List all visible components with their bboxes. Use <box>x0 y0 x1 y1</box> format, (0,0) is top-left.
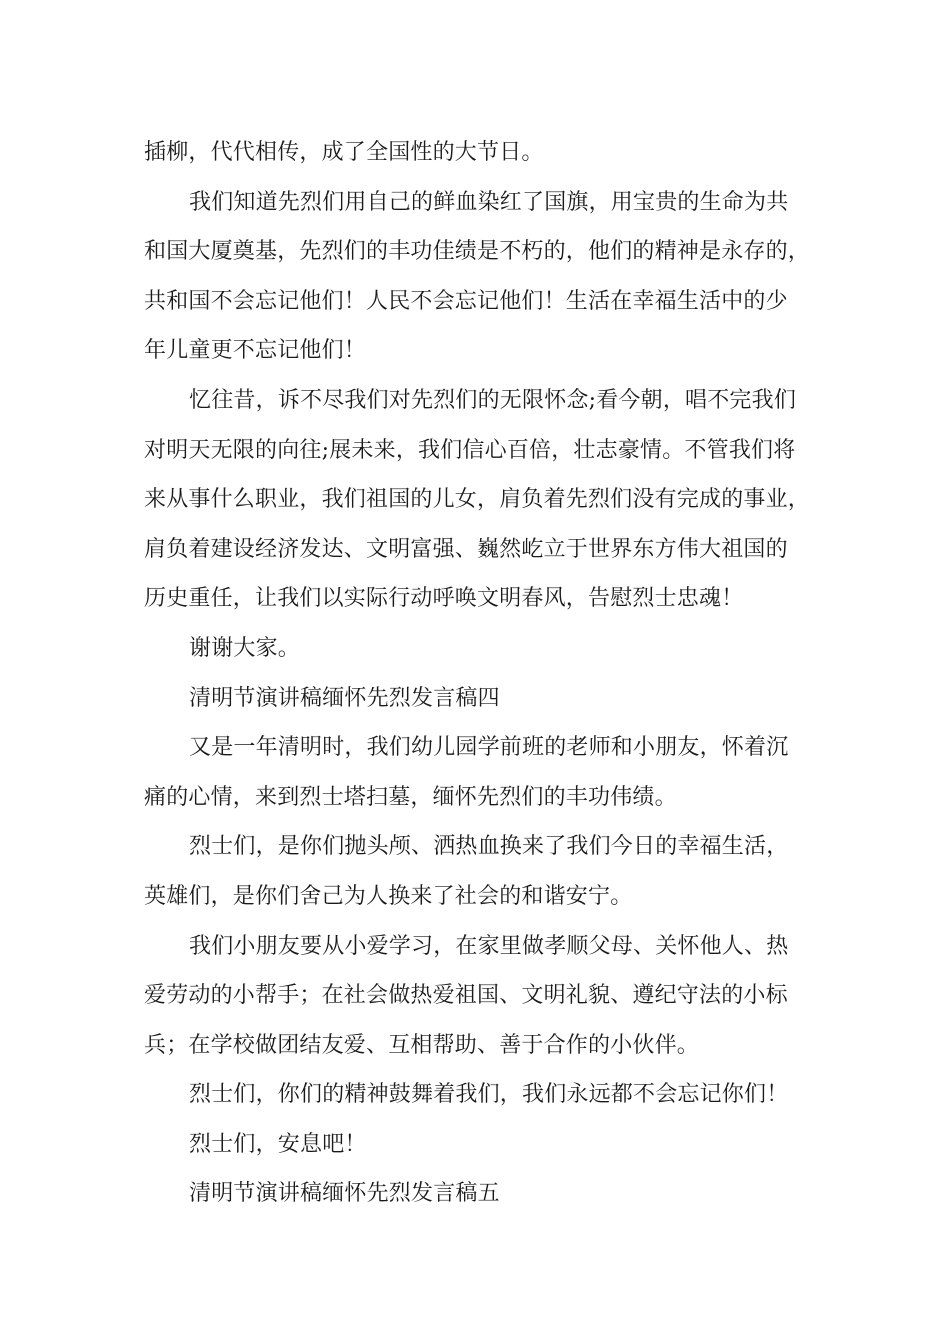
text-line: 烈士们，安息吧！ <box>189 1131 367 1157</box>
text-line: 忆往昔，诉不尽我们对先烈们的无限怀念;看今朝，唱不完我们 <box>189 387 797 413</box>
text-line: 爱劳动的小帮手；在社会做热爱祖国、文明礼貌、遵纪守法的小标 <box>144 983 788 1009</box>
section-heading: 清明节演讲稿缅怀先烈发言稿四 <box>189 685 500 711</box>
text-line: 兵；在学校做团结友爱、互相帮助、善于合作的小伙伴。 <box>144 1032 700 1058</box>
text-line: 英雄们，是你们舍己为人换来了社会的和谐安宁。 <box>144 883 633 909</box>
text-line: 插柳，代代相传，成了全国性的大节日。 <box>144 140 544 165</box>
text-line: 和国大厦奠基，先烈们的丰功佳绩是不朽的，他们的精神是永存的， <box>144 239 811 265</box>
section-heading: 清明节演讲稿缅怀先烈发言稿五 <box>189 1181 500 1207</box>
text-line: 来从事什么职业，我们祖国的儿女，肩负着先烈们没有完成的事业， <box>144 487 811 513</box>
text-line: 烈士们，是你们抛头颅、洒热血换来了我们今日的幸福生活， <box>189 834 789 860</box>
text-line: 痛的心情，来到烈士塔扫墓，缅怀先烈们的丰功伟绩。 <box>144 784 677 810</box>
document-body <box>144 128 834 1219</box>
text-line: 我们小朋友要从小爱学习，在家里做孝顺父母、关怀他人、热 <box>189 933 789 959</box>
text-line: 我们知道先烈们用自己的鲜血染红了国旗，用宝贵的生命为共 <box>189 189 789 215</box>
text-line: 共和国不会忘记他们！人民不会忘记他们！生活在幸福生活中的少 <box>144 288 788 314</box>
text-line: 年儿童更不忘记他们！ <box>144 338 367 364</box>
text-line: 对明天无限的向往;展未来，我们信心百倍，壮志豪情。不管我们将 <box>144 437 796 463</box>
text-line: 历史重任，让我们以实际行动呼唤文明春风，告慰烈士忠魂！ <box>144 586 744 612</box>
text-line: 谢谢大家。 <box>189 635 301 661</box>
text-line: 肩负着建设经济发达、文明富强、巍然屹立于世界东方伟大祖国的 <box>144 536 788 562</box>
text-line: 烈士们，你们的精神鼓舞着我们，我们永远都不会忘记你们！ <box>189 1082 789 1108</box>
text-line: 又是一年清明时，我们幼儿园学前班的老师和小朋友，怀着沉 <box>189 735 789 761</box>
